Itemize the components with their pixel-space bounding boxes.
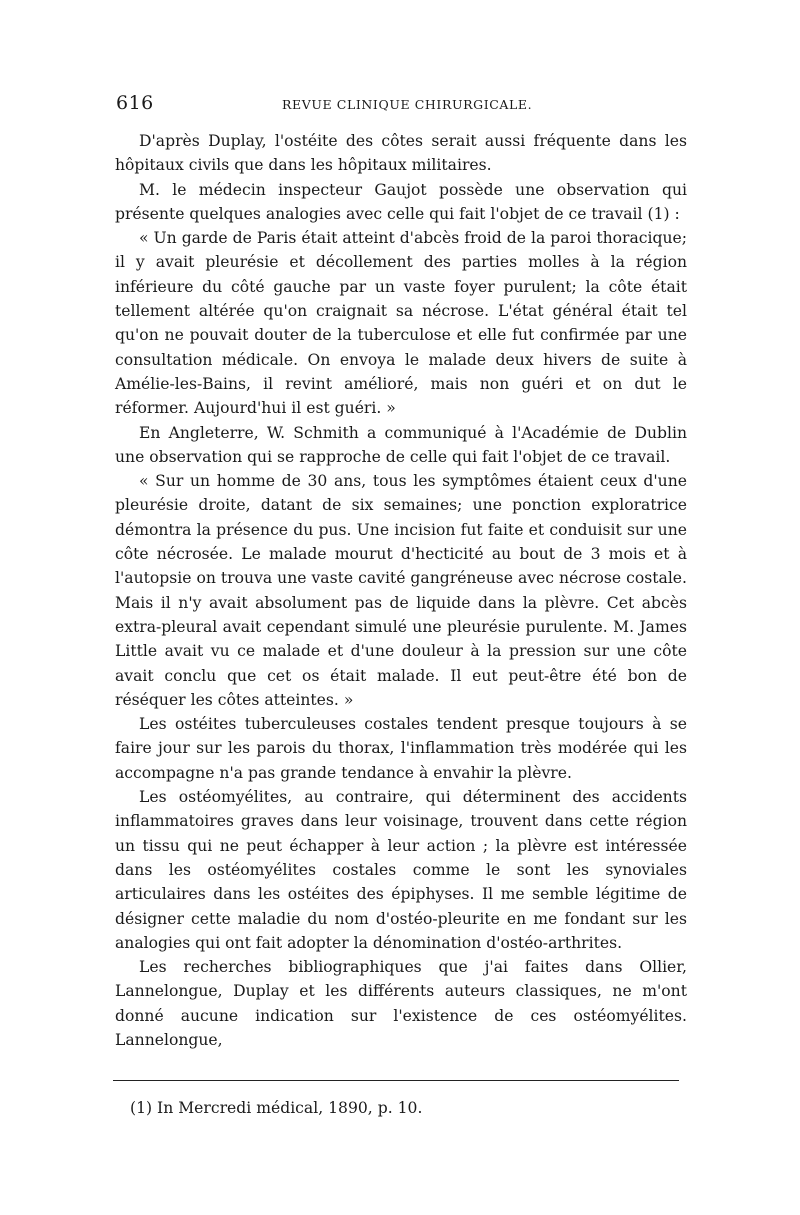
running-title: REVUE CLINIQUE CHIRURGICALE. — [282, 97, 533, 112]
footnote-divider — [113, 1080, 679, 1081]
paragraph: Les ostéomyélites, au contraire, qui déterminent des accidents inflammatoires graves dans leur voisinage, trouvent dans cette région un tissu qui ne peut échapper à leur action ; la plèvre est intéressée dans les ostéomyélites costales comme le sont les synoviales articulaires dans les ostéites des épiphyses. Il me semble légitime de désigner cette maladie du nom d'ostéo-pleurite en me fondant sur les analogies qui ont fait adopter la dénomination d'ostéo-arthrites. — [115, 788, 687, 952]
footnote: (1) In Mercredi médical, 1890, p. 10. — [130, 1099, 423, 1117]
paragraph: Les recherches bibliographiques que j'ai faites dans Ollier, Lannelongue, Duplay et les différents auteurs classiques, ne m'ont donné aucune indication sur l'existence de ces ostéomyélites. Lannelongue, — [115, 958, 687, 1049]
page-header — [112, 92, 688, 118]
paragraph: M. le médecin inspecteur Gaujot possède une observation qui présente quelques analogies avec celle qui fait l'objet de ce travail (1) : — [115, 180, 687, 223]
paragraph: En Angleterre, W. Schmith a communiqué à l'Académie de Dublin une observation qui se rapproche de celle qui fait l'objet de ce travail. — [115, 423, 687, 466]
quotation-paragraph: « Un garde de Paris était atteint d'abcès froid de la paroi thoracique; il y avait pleurésie et décollement des parties molles à la région inférieure du côté gauche par un vaste foyer purulent; la côte était tellement altérée qu'on craignait sa nécrose. L'état général était tel qu'on ne pouvait douter de la tuberculose et elle fut confirmée par une consultation médicale. On envoya le malade deux hivers de suite à Amélie-les-Bains, il revint amélioré, mais non guéri et on dut le réformer. Aujourd'hui il est guéri. » — [115, 229, 687, 418]
quotation-paragraph: « Sur un homme de 30 ans, tous les symptômes étaient ceux d'une pleurésie droite, datant de six semaines; une ponction exploratrice démontra la présence du pus. Une incision fut faite et conduisit sur une côte nécrosée. Le malade mourut d'hecticité au bout de 3 mois et à l'autopsie on trouva une vaste cavité gangréneuse avec nécrose costale. Mais il n'y avait absolument pas de liquide dans la plèvre. Cet abcès extra-pleural avait cependant simulé une pleurésie purulente. M. James Little avait vu ce malade et d'une douleur à la pression sur une côte avait conclu que cet os était malade. Il eut peut-être été bon de réséquer les côtes atteintes. » — [115, 472, 687, 709]
body-text — [115, 129, 687, 1052]
paragraph: D'après Duplay, l'ostéite des côtes serait aussi fréquente dans les hôpitaux civils que dans les hôpitaux militaires. — [115, 132, 687, 175]
page-number: 616 — [116, 92, 154, 114]
paragraph: Les ostéites tuberculeuses costales tendent presque toujours à se faire jour sur les parois du thorax, l'inflammation très modérée qui les accompagne n'a pas grande tendance à envahir la plèvre. — [115, 715, 687, 782]
